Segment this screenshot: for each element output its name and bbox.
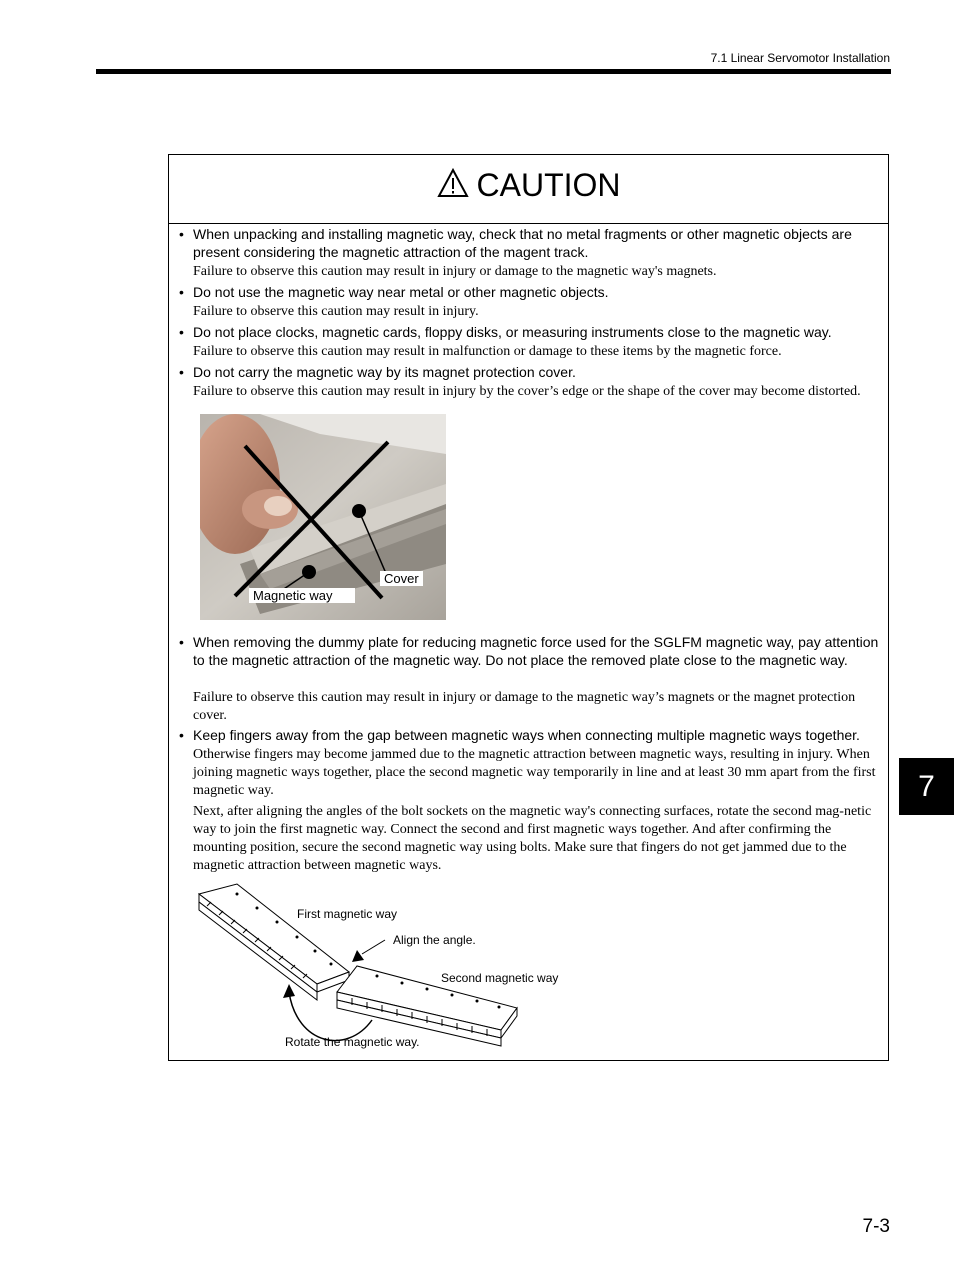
chapter-tab: 7	[899, 758, 954, 815]
warning-triangle-icon	[437, 168, 469, 198]
caution-box	[168, 154, 889, 1061]
caution-note-6b: Next, after aligning the angles of the bolt sockets on the magnetic way's connecting surfaces, rotate the second mag-netic way to join the first magnetic way. Connect the second and first magnetic ways together. And after confirming the mounting position, secure the second magnetic way using bolts. Make sure that fingers do not get jammed due to the magnetic attraction between magnetic ways.	[193, 804, 872, 873]
caution-item-1: • When unpacking and installing magnetic way, check that no metal fragments or other magnetic objects are present considering the magnetic attraction of the magent track.	[179, 226, 852, 260]
caution-item-5: • When removing the dummy plate for reducing magnetic force used for the SGLFM magnetic way, pay attention to the magnetic attraction of the magnetic way. Do not place the removed plate close to the magnetic way.	[179, 634, 879, 668]
caution-item-3: • Do not place clocks, magnetic cards, floppy disks, or measuring instruments close to the magnetic way.	[179, 324, 832, 340]
caution-item-2: • Do not use the magnetic way near metal or other magnetic objects.	[179, 284, 609, 300]
caution-header	[169, 155, 888, 224]
caution-item-4: • Do not carry the magnetic way by its magnet protection cover.	[179, 364, 576, 380]
caution-note-4: Failure to observe this caution may result in injury by the cover’s edge or the shape of the cover may become distorted.	[193, 384, 861, 399]
caution-title-row	[169, 167, 888, 204]
caution-title: CAUTION	[476, 167, 621, 203]
running-header: 7.1 Linear Servomotor Installation	[710, 51, 890, 65]
rotate-magnetic-way-label: Rotate the magnetic way.	[285, 1035, 420, 1049]
page-number: 7-3	[862, 1216, 890, 1237]
caution-item-6: • Keep fingers away from the gap between magnetic ways when connecting multiple magnetic ways together.	[179, 727, 860, 743]
caution-note-1: Failure to observe this caution may result in injury or damage to the magnetic way's magnets.	[193, 264, 717, 279]
first-magnetic-way-label: First magnetic way	[297, 907, 398, 921]
align-angle-label: Align the angle.	[393, 933, 476, 947]
header-rule	[96, 69, 891, 74]
caution-note-3: Failure to observe this caution may result in malfunction or damage to these items by the magnetic force.	[193, 344, 782, 359]
magnetic-way-label: Magnetic way	[249, 588, 355, 603]
caution-note-6a: Otherwise fingers may become jammed due to the magnetic attraction between magnetic ways, resulting in injury. When joining magnetic ways together, place the second magnetic way temporarily in line and at least 30 mm apart from the first magnetic way.	[193, 747, 876, 798]
cover-label: Cover	[380, 571, 423, 586]
caution-note-2: Failure to observe this caution may result in injury.	[193, 304, 479, 319]
second-magnetic-way-label: Second magnetic way	[441, 971, 559, 985]
caution-note-5: Failure to observe this caution may result in injury or damage to the magnetic way’s magnets or the magnet protection cover.	[193, 690, 856, 723]
